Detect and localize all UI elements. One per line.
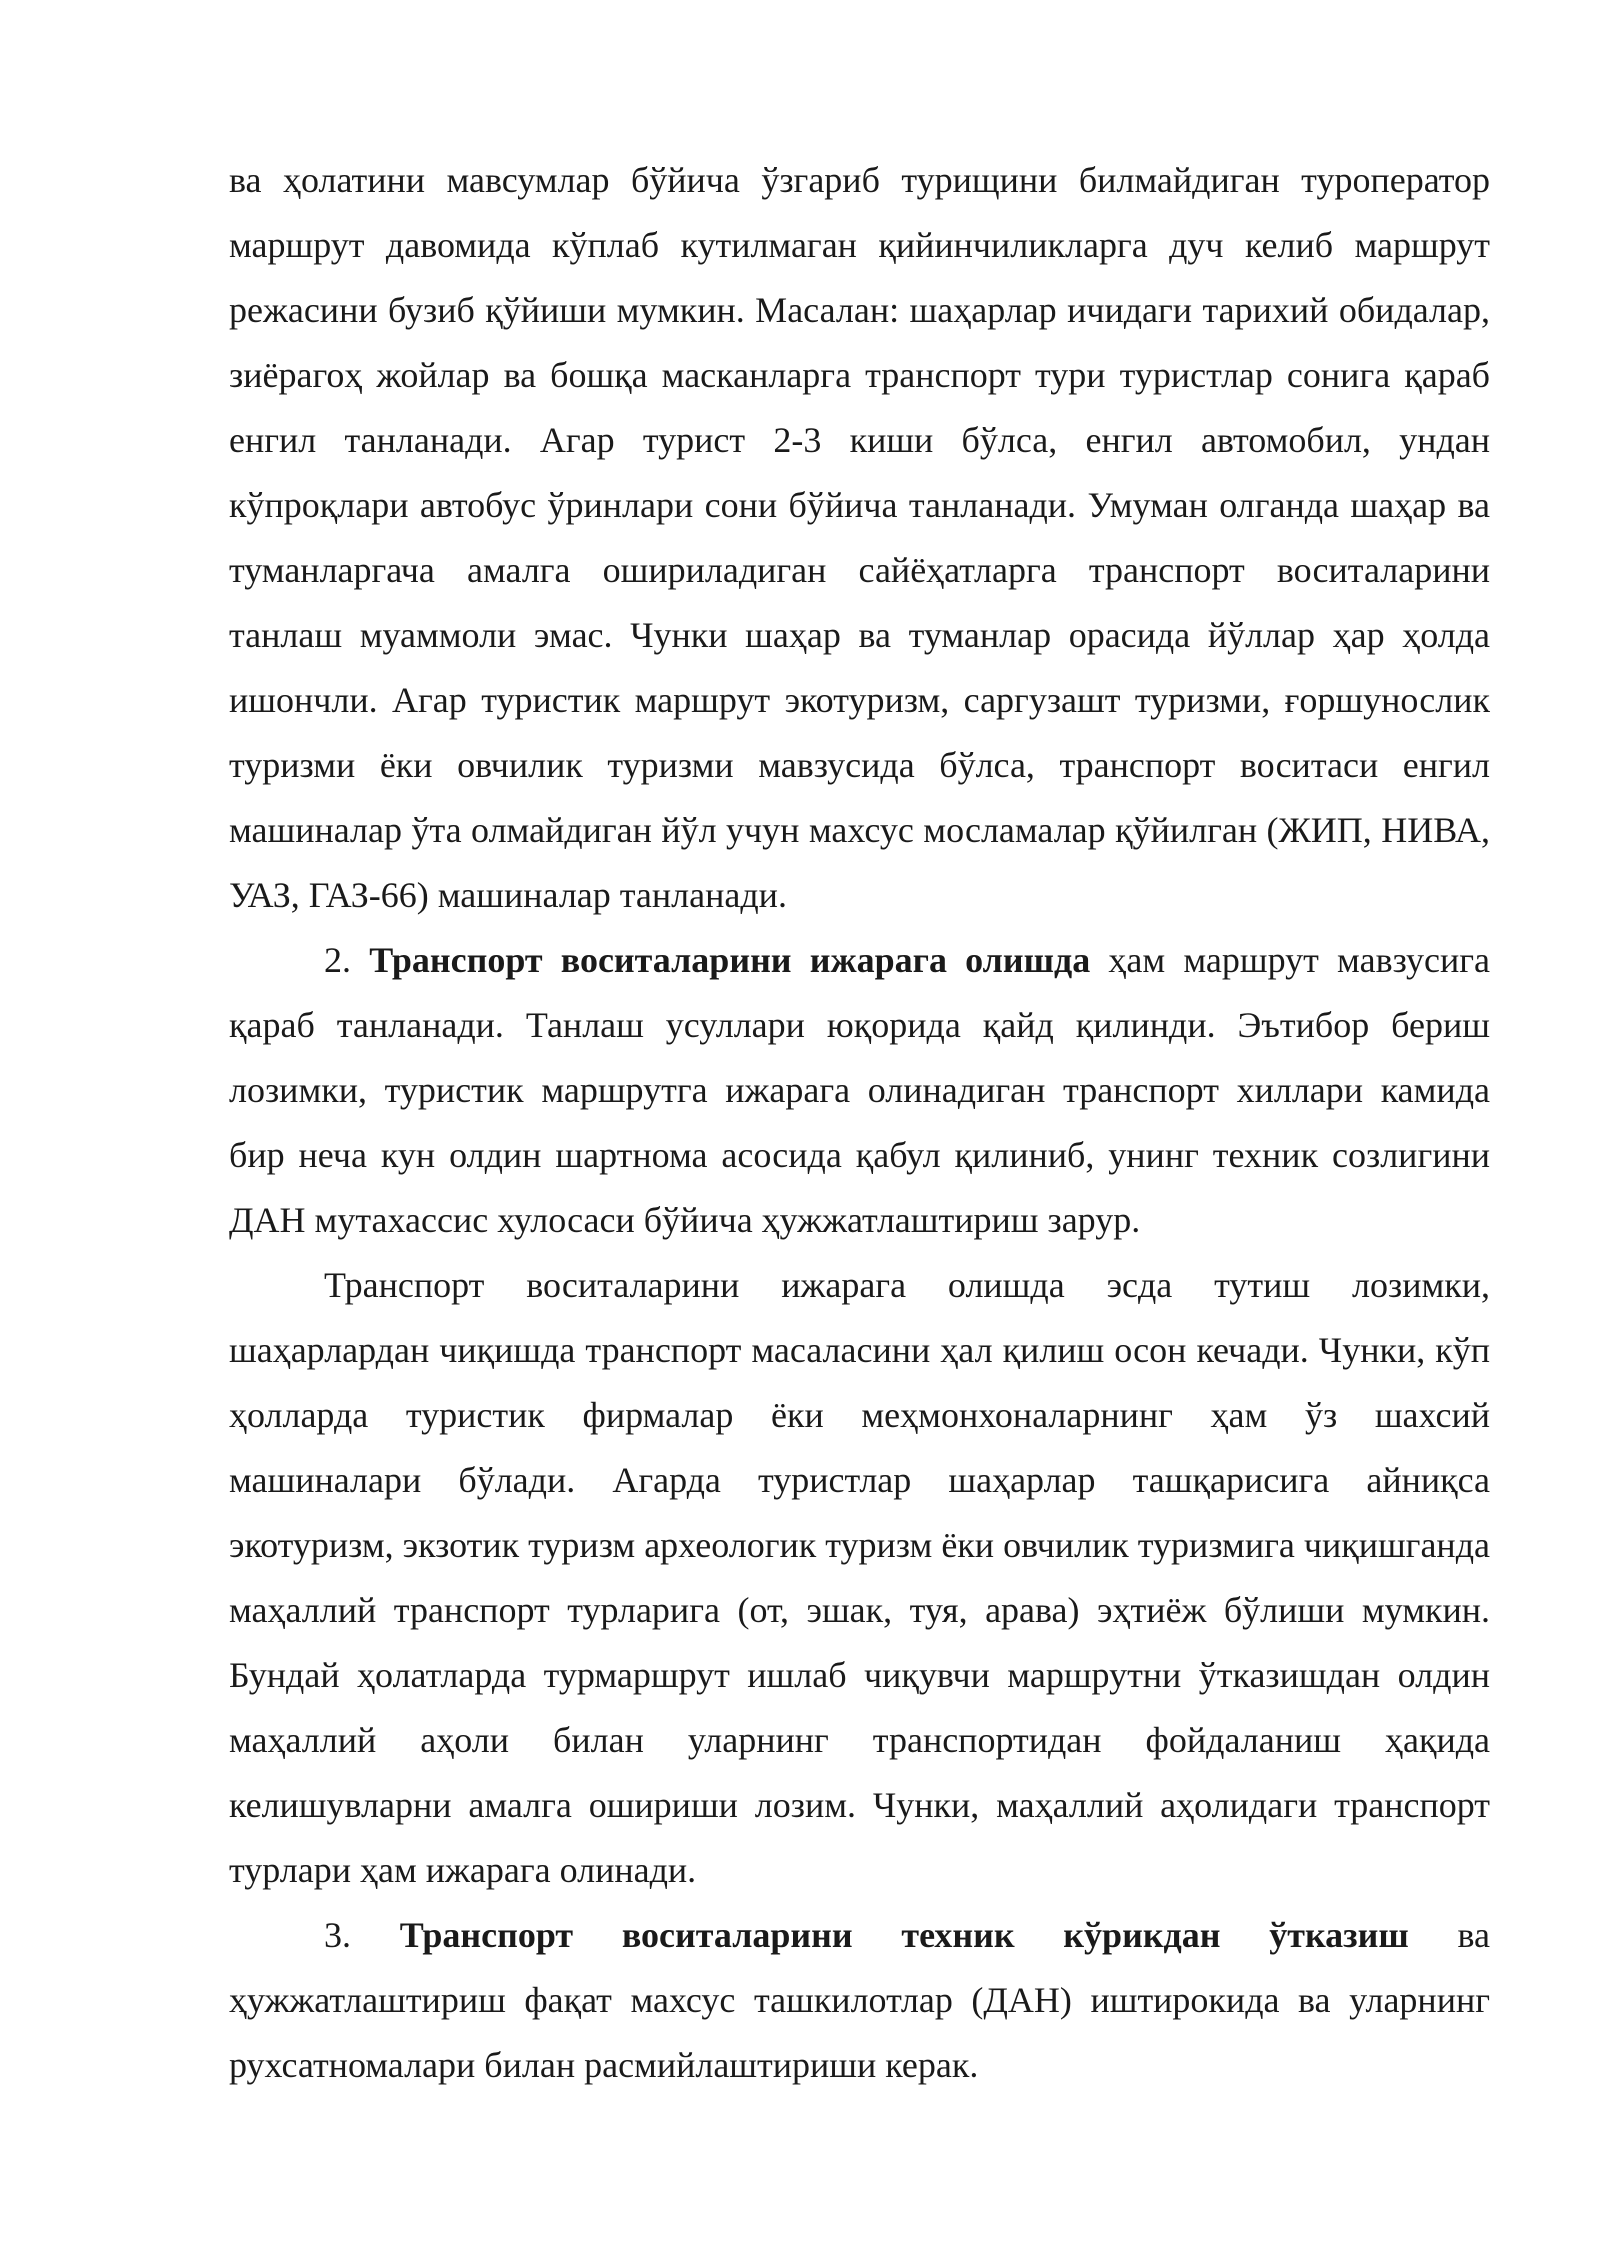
paragraph-3-text: Транспорт воситаларини ижарага олишда эсда тутиш лозимки, шаҳарлардан чиқишда транспорт масаласини ҳал қилиш осон кечади. Чунки, кўп ҳолларда туристик фирмалар ёки меҳмонхоналарнинг ҳам ўз шахсий машиналари бўлади. Агарда туристлар шаҳарлар ташқарисига айниқса экотуризм, экзотик туризм археологик туризм ёки овчилик туризмига чиқишганда маҳаллий транспорт турларига (от, эшак, туя, арава) эҳтиёж бўлиши мумкин. Бундай ҳолатларда турмаршрут ишлаб чиқувчи маршрутни ўтказишдан олдин маҳаллий аҳоли билан уларнинг транспортидан фойдаланиш ҳақида келишувларни амалга ошириши лозим. Чунки, маҳаллий аҳолидаги транспорт турлари ҳам ижарага олинади. (229, 1265, 1490, 1890)
paragraph-4-heading: Транспорт воситаларини техник кўрикдан ўтказиш (399, 1915, 1409, 1955)
paragraph-4 (229, 1903, 1490, 2098)
paragraph-2 (229, 928, 1490, 1253)
paragraph-4-number: 3. (324, 1915, 351, 1955)
paragraph-1-text: ва ҳолатини мавсумлар бўйича ўзгариб турищини билмайдиган туроператор маршрут давомида кўплаб кутилмаган қийинчиликларга дуч келиб маршрут режасини бузиб қўйиши мумкин. Масалан: шаҳарлар ичидаги тарихий обидалар, зиёрагоҳ жойлар ва бошқа масканларга транспорт тури туристлар сонига қараб енгил танланади. Агар турист 2-3 киши бўлса, енгил автомобил, ундан кўпроқлари автобус ўринлари сони бўйича танланади. Умуман олганда шаҳар ва туманларгача амалга ошириладиган сайёҳатларга транспорт воситаларини танлаш муаммоли эмас. Чунки шаҳар ва туманлар орасида йўллар ҳар ҳолда ишончли. Агар туристик маршрут экотуризм, саргузашт туризми, ғоршунослик туризми ёки овчилик туризми мавзусида бўлса, транспорт воситаси енгил машиналар ўта олмайдиган йўл учун махсус мосламалар қўйилган (ЖИП, НИВА, УАЗ, ГАЗ-66) машиналар танланади. (229, 160, 1490, 915)
paragraph-2-number: 2. (324, 940, 351, 980)
paragraph-2-text: ҳам маршрут мавзусига қараб танланади. Танлаш усуллари юқорида қайд қилинди. Эътибор бериш лозимки, туристик маршрутга ижарага олинадиган транспорт хиллари камида бир неча кун олдин шартнома асосида қабул қилиниб, унинг техник созлигини ДАН мутахассис хулосаси бўйича ҳужжатлаштириш зарур. (229, 940, 1491, 1240)
paragraph-4-text: ва ҳужжатлаштириш фақат махсус ташкилотлар (ДАН) иштирокида ва уларнинг рухсатномалари билан расмийлаштириши керак. (229, 1915, 1491, 2085)
paragraph-3 (229, 1253, 1490, 1903)
paragraph-1 (229, 148, 1490, 928)
document-page (229, 148, 1490, 2098)
paragraph-2-heading: Транспорт воситаларини ижарага олишда (369, 940, 1091, 980)
